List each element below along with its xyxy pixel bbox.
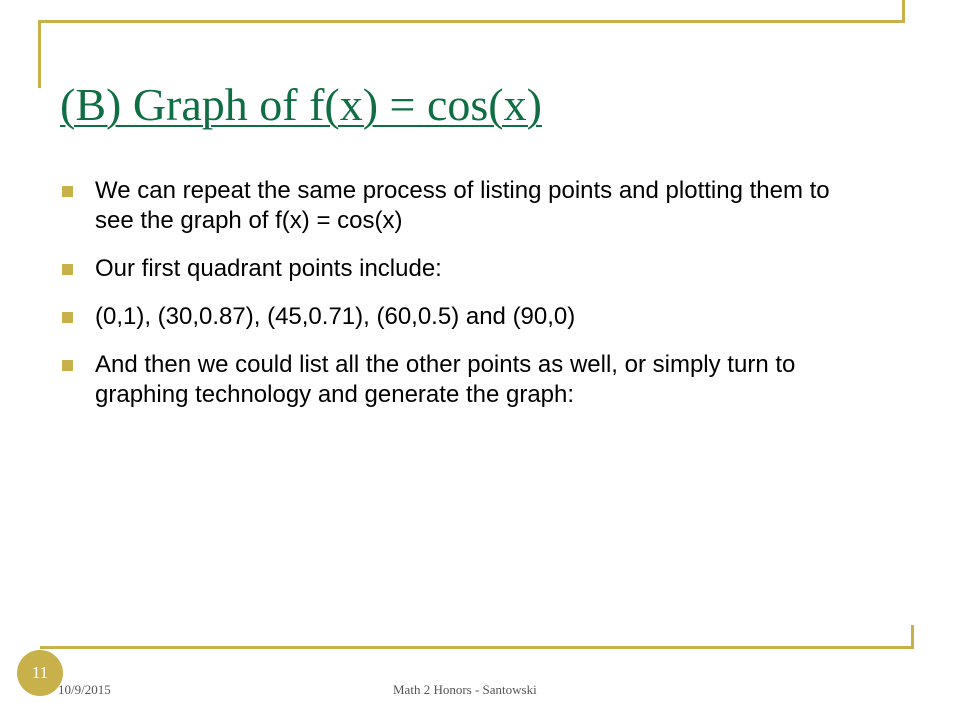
frame-left-line xyxy=(38,20,41,88)
bullet-item xyxy=(60,302,860,332)
bullet-text: And then we could list all the other points as well, or simply turn to graphing technology and generate the graph: xyxy=(95,351,796,408)
bullet-item xyxy=(60,254,860,284)
frame-bottom-right-tick xyxy=(911,625,914,649)
footer-course: Math 2 Honors - Santowski xyxy=(393,682,537,697)
bullet-text: We can repeat the same process of listing points and plotting them to see the graph of f(x) = cos(x) xyxy=(95,177,830,234)
bullet-text: Our first quadrant points include: xyxy=(95,255,442,282)
bullet-square-icon xyxy=(62,312,73,323)
slide-title: (B) Graph of f(x) = cos(x) xyxy=(60,79,542,130)
frame-bottom-line xyxy=(40,646,914,649)
bullet-square-icon xyxy=(62,360,73,371)
page-number-badge: 11 xyxy=(17,650,63,696)
bullet-list xyxy=(60,176,860,428)
frame-right-tick xyxy=(902,0,905,23)
bullet-item xyxy=(60,350,860,410)
bullet-item xyxy=(60,176,860,236)
bullet-square-icon xyxy=(62,186,73,197)
bullet-square-icon xyxy=(62,264,73,275)
frame-top-line xyxy=(40,20,904,23)
bullet-text: (0,1), (30,0.87), (45,0.71), (60,0.5) and (90,0) xyxy=(95,303,576,330)
footer-date: 10/9/2015 xyxy=(58,682,111,697)
